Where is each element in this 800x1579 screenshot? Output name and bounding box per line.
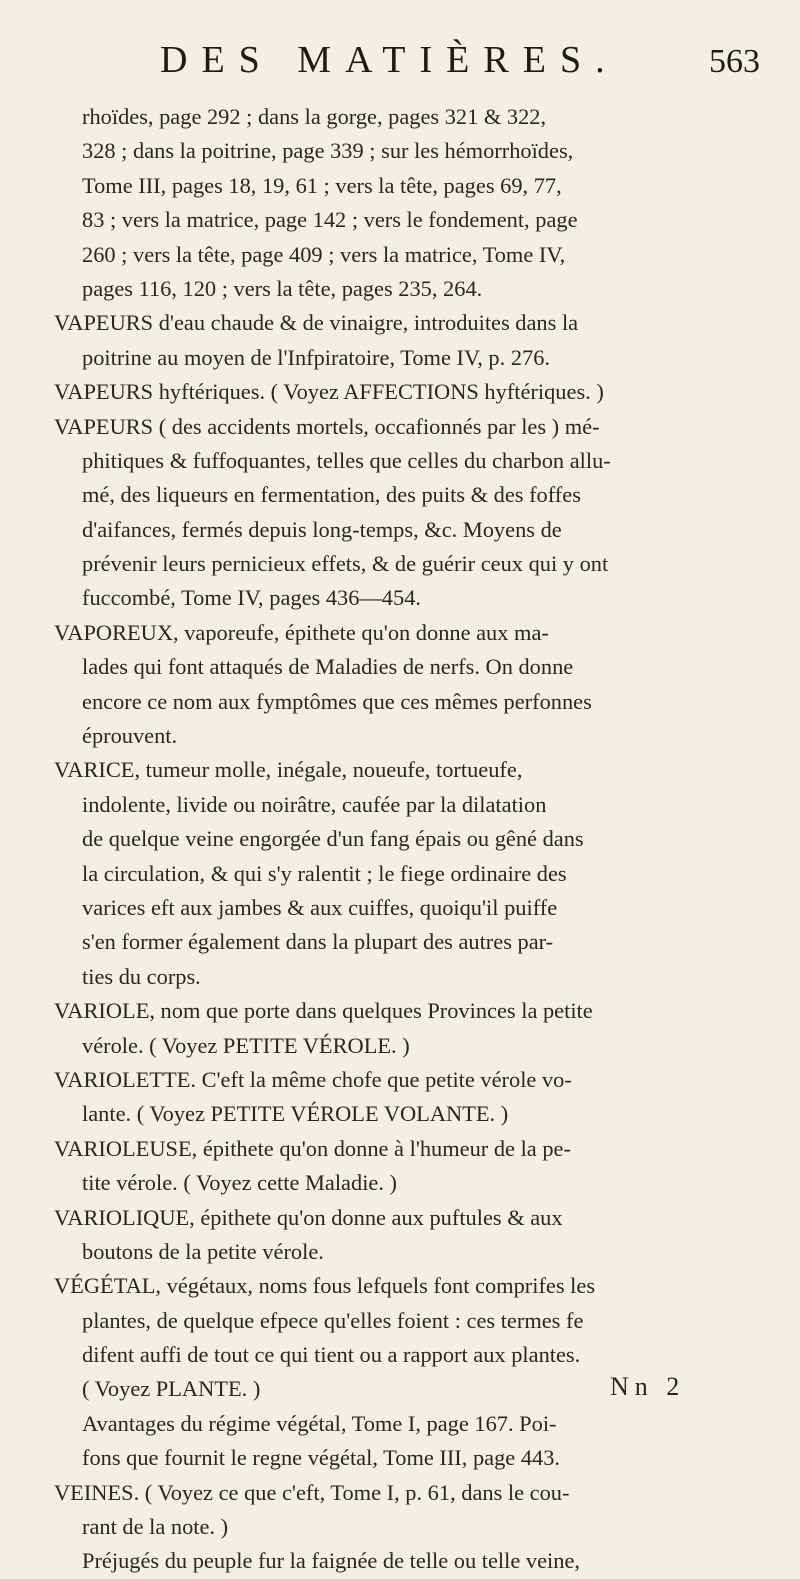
text-line: indolente, livide ou noirâtre, caufée par la dilatation [82, 791, 547, 817]
index-text [54, 100, 766, 1579]
entry-line: VAPEURS hyftériques. ( Voyez AFFECTIONS hyftériques. ) [54, 379, 604, 405]
entry-line: VAPEURS ( des accidents mortels, occafionnés par les ) mé- [54, 413, 600, 439]
text-line: encore ce nom aux fymptômes que ces mêmes perfonnes [82, 688, 592, 714]
running-header [160, 38, 760, 82]
text-line: phitiques & fuffoquantes, telles que celles du charbon allu- [82, 447, 611, 473]
text-line: 83 ; vers la matrice, page 142 ; vers le fondement, page [82, 207, 578, 233]
entry-line: VÉGÉTAL, végétaux, noms fous lefquels font comprifes les [54, 1273, 596, 1299]
entry-line: VAPOREUX, vaporeufe, épithete qu'on donne aux ma- [54, 619, 549, 645]
entry-line: VARIOLE, nom que porte dans quelques Provinces la petite [54, 998, 593, 1024]
text-line: fuccombé, Tome IV, pages 436—454. [82, 585, 421, 611]
text-line: 260 ; vers la tête, page 409 ; vers la matrice, Tome IV, [82, 241, 566, 267]
text-line: de quelque veine engorgée d'un fang épais ou gêné dans [82, 826, 584, 852]
text-line: fons que fournit le regne végétal, Tome III, page 443. [82, 1445, 561, 1471]
text-line: lades qui font attaqués de Maladies de nerfs. On donne [82, 654, 574, 680]
text-line: vérole. ( Voyez PETITE VÉROLE. ) [82, 1032, 410, 1058]
text-line: d'aifances, fermés depuis long-temps, &c. Moyens de [82, 516, 562, 542]
text-line: poitrine au moyen de l'Infpiratoire, Tome IV, p. 276. [82, 344, 551, 370]
text-line: la circulation, & qui s'y ralentit ; le fiege ordinaire des [82, 860, 567, 886]
text-line: plantes, de quelque efpece qu'elles foient : ces termes fe [82, 1307, 584, 1333]
text-line: pages 116, 120 ; vers la tête, pages 235, 264. [82, 275, 483, 301]
text-line: difent auffi de tout ce qui tient ou a rapport aux plantes. [82, 1342, 581, 1368]
text-line: prévenir leurs pernicieux effets, & de guérir ceux qui y ont [82, 551, 609, 577]
text-line: Tome III, pages 18, 19, 61 ; vers la tête, pages 69, 77, [82, 172, 562, 198]
entry-line: VARIOLIQUE, épithete qu'on donne aux puftules & aux [54, 1204, 563, 1230]
signature-mark: Nn 2 [610, 1372, 686, 1401]
text-line: varices eft aux jambes & aux cuiffes, quoiqu'il puiffe [82, 894, 558, 920]
text-line: rhoïdes, page 292 ; dans la gorge, pages 321 & 322, [82, 104, 547, 129]
text-line: 328 ; dans la poitrine, page 339 ; sur les hémorrhoïdes, [82, 138, 574, 164]
text-line: ( Voyez PLANTE. ) [82, 1376, 261, 1402]
entry-line: VEINES. ( Voyez ce que c'eft, Tome I, p. 61, dans le cou- [54, 1479, 570, 1505]
running-title: DES MATIÈRES. [160, 39, 619, 81]
entry-line: VARICE, tumeur molle, inégale, noueufe, tortueufe, [54, 757, 523, 783]
entry-line: VARIOLETTE. C'eft la même chofe que petite vérole vo- [54, 1066, 572, 1092]
text-line: Préjugés du peuple fur la faignée de telle ou telle veine, [82, 1548, 580, 1574]
text-line: boutons de la petite vérole. [82, 1238, 324, 1264]
entry-line: VARIOLEUSE, épithete qu'on donne à l'humeur de la pe- [54, 1135, 571, 1161]
text-line: mé, des liqueurs en fermentation, des puits & des foffes [82, 482, 581, 508]
text-line: Avantages du régime végétal, Tome I, page 167. Poi- [82, 1410, 557, 1436]
text-line: rant de la note. ) [82, 1514, 229, 1540]
page-number: 563 [709, 43, 760, 80]
text-line: ties du corps. [82, 963, 201, 989]
text-line: tite vérole. ( Voyez cette Maladie. ) [82, 1170, 397, 1196]
text-line: lante. ( Voyez PETITE VÉROLE VOLANTE. ) [82, 1101, 509, 1127]
text-line: s'en former également dans la plupart des autres par- [82, 929, 554, 955]
entry-line: VAPEURS d'eau chaude & de vinaigre, introduites dans la [54, 310, 579, 336]
text-line: éprouvent. [82, 723, 178, 749]
